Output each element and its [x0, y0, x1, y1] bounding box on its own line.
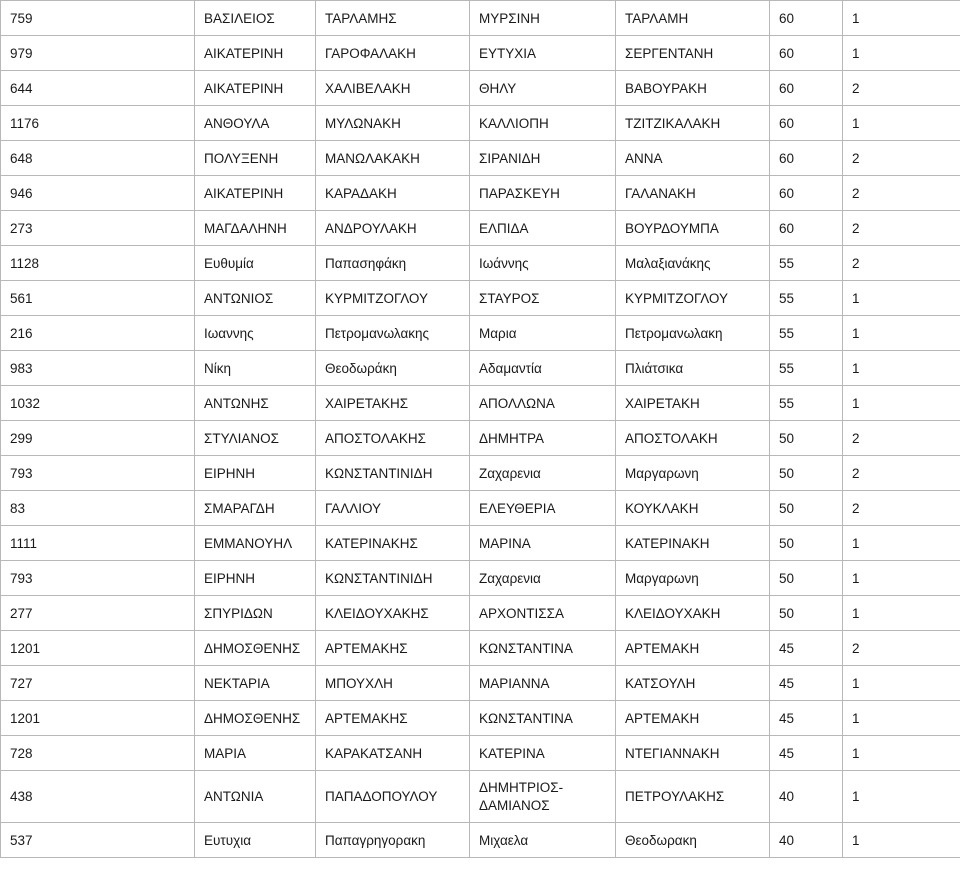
parent-name-cell: ΚΩΝΣΤΑΝΤΙΝΑ: [470, 701, 616, 736]
code-cell: 2: [843, 491, 960, 526]
parent-surname-cell: Πλιάτσικα: [616, 351, 770, 386]
parent-surname-cell: Θεοδωρακη: [616, 823, 770, 858]
last-name-cell: ΚΛΕΙΔΟΥΧΑΚΗΣ: [316, 596, 470, 631]
score-cell: 50: [770, 561, 843, 596]
score-cell: 60: [770, 1, 843, 36]
parent-name-cell: Μαρια: [470, 316, 616, 351]
code-cell: 1: [843, 701, 960, 736]
id-cell: 1201: [1, 701, 195, 736]
parent-name-cell: Ζαχαρενια: [470, 456, 616, 491]
table-row: [1, 736, 960, 771]
parent-surname-cell: ΤΑΡΛΑΜΗ: [616, 1, 770, 36]
score-cell: 50: [770, 421, 843, 456]
score-cell: 60: [770, 211, 843, 246]
id-cell: 277: [1, 596, 195, 631]
id-cell: 1111: [1, 526, 195, 561]
id-cell: 983: [1, 351, 195, 386]
parent-surname-cell: ΑΝΝΑ: [616, 141, 770, 176]
parent-surname-cell: ΠΕΤΡΟΥΛΑΚΗΣ: [616, 771, 770, 823]
parent-name-cell: ΜΥΡΣΙΝΗ: [470, 1, 616, 36]
score-cell: 45: [770, 701, 843, 736]
last-name-cell: ΑΡΤΕΜΑΚΗΣ: [316, 631, 470, 666]
score-cell: 60: [770, 106, 843, 141]
parent-surname-cell: ΑΡΤΕΜΑΚΗ: [616, 701, 770, 736]
table-row: [1, 456, 960, 491]
score-cell: 60: [770, 71, 843, 106]
code-cell: 1: [843, 561, 960, 596]
first-name-cell: ΑΝΘΟΥΛΑ: [195, 106, 316, 141]
last-name-cell: ΜΑΝΩΛΑΚΑΚΗ: [316, 141, 470, 176]
parent-name-cell: ΑΠΟΛΛΩΝΑ: [470, 386, 616, 421]
table-row: [1, 281, 960, 316]
table-row: [1, 701, 960, 736]
table-row: [1, 176, 960, 211]
last-name-cell: ΚΥΡΜΙΤΖΟΓΛΟΥ: [316, 281, 470, 316]
code-cell: 1: [843, 526, 960, 561]
code-cell: 2: [843, 211, 960, 246]
parent-surname-cell: ΣΕΡΓΕΝΤΑΝΗ: [616, 36, 770, 71]
parent-name-cell: ΜΑΡΙΑΝΝΑ: [470, 666, 616, 701]
first-name-cell: Ευθυμία: [195, 246, 316, 281]
score-cell: 50: [770, 456, 843, 491]
code-cell: 1: [843, 281, 960, 316]
last-name-cell: ΓΑΛΛΙΟΥ: [316, 491, 470, 526]
table-row: [1, 596, 960, 631]
score-cell: 40: [770, 771, 843, 823]
parent-surname-cell: Μαλαξιανάκης: [616, 246, 770, 281]
score-cell: 55: [770, 386, 843, 421]
last-name-cell: Παπαγρηγορακη: [316, 823, 470, 858]
score-cell: 50: [770, 526, 843, 561]
id-cell: 644: [1, 71, 195, 106]
table-row: [1, 71, 960, 106]
score-cell: 40: [770, 823, 843, 858]
parent-surname-cell: Μαργαρωνη: [616, 561, 770, 596]
first-name-cell: ΠΟΛΥΞΕΝΗ: [195, 141, 316, 176]
first-name-cell: ΜΑΡΙΑ: [195, 736, 316, 771]
last-name-cell: ΜΥΛΩΝΑΚΗ: [316, 106, 470, 141]
last-name-cell: ΜΠΟΥΧΛΗ: [316, 666, 470, 701]
first-name-cell: ΕΙΡΗΝΗ: [195, 456, 316, 491]
first-name-cell: ΑΙΚΑΤΕΡΙΝΗ: [195, 71, 316, 106]
score-cell: 55: [770, 281, 843, 316]
table-row: [1, 631, 960, 666]
last-name-cell: ΧΑΛΙΒΕΛΑΚΗ: [316, 71, 470, 106]
parent-surname-cell: ΓΑΛΑΝΑΚΗ: [616, 176, 770, 211]
table-row: [1, 246, 960, 281]
code-cell: 1: [843, 36, 960, 71]
id-cell: 299: [1, 421, 195, 456]
first-name-cell: ΕΜΜΑΝΟΥΗΛ: [195, 526, 316, 561]
score-cell: 50: [770, 491, 843, 526]
table-row: [1, 36, 960, 71]
id-cell: 759: [1, 1, 195, 36]
code-cell: 1: [843, 823, 960, 858]
parent-surname-cell: ΑΡΤΕΜΑΚΗ: [616, 631, 770, 666]
parent-surname-cell: ΚΑΤΣΟΥΛΗ: [616, 666, 770, 701]
code-cell: 1: [843, 351, 960, 386]
last-name-cell: ΧΑΙΡΕΤΑΚΗΣ: [316, 386, 470, 421]
code-cell: 1: [843, 106, 960, 141]
code-cell: 1: [843, 386, 960, 421]
parent-surname-cell: Μαργαρωνη: [616, 456, 770, 491]
table-row: [1, 526, 960, 561]
parent-name-cell: ΑΡΧΟΝΤΙΣΣΑ: [470, 596, 616, 631]
parent-name-cell: Αδαμαντία: [470, 351, 616, 386]
id-cell: 273: [1, 211, 195, 246]
score-cell: 50: [770, 596, 843, 631]
table-row: [1, 491, 960, 526]
last-name-cell: Θεοδωράκη: [316, 351, 470, 386]
last-name-cell: ΑΠΟΣΤΟΛΑΚΗΣ: [316, 421, 470, 456]
last-name-cell: ΓΑΡΟΦΑΛΑΚΗ: [316, 36, 470, 71]
parent-surname-cell: ΝΤΕΓΙΑΝΝΑΚΗ: [616, 736, 770, 771]
id-cell: 561: [1, 281, 195, 316]
id-cell: 1032: [1, 386, 195, 421]
id-cell: 728: [1, 736, 195, 771]
score-cell: 55: [770, 316, 843, 351]
first-name-cell: Ιωαννης: [195, 316, 316, 351]
table-row: [1, 141, 960, 176]
parent-name-cell: ΕΛΠΙΔΑ: [470, 211, 616, 246]
table-row: [1, 386, 960, 421]
first-name-cell: ΑΝΤΩΝΙΟΣ: [195, 281, 316, 316]
parent-name-cell: ΣΙΡΑΝΙΔΗ: [470, 141, 616, 176]
last-name-cell: ΚΑΡΑΚΑΤΣΑΝΗ: [316, 736, 470, 771]
table-row: [1, 316, 960, 351]
parent-surname-cell: ΚΛΕΙΔΟΥΧΑΚΗ: [616, 596, 770, 631]
first-name-cell: ΣΠΥΡΙΔΩΝ: [195, 596, 316, 631]
parent-name-cell: ΘΗΛΥ: [470, 71, 616, 106]
table-row: [1, 421, 960, 456]
parent-name-cell: Ιωάννης: [470, 246, 616, 281]
score-cell: 60: [770, 176, 843, 211]
parent-surname-cell: ΒΑΒΟΥΡΑΚΗ: [616, 71, 770, 106]
first-name-cell: ΔΗΜΟΣΘΕΝΗΣ: [195, 631, 316, 666]
id-cell: 438: [1, 771, 195, 823]
first-name-cell: ΑΙΚΑΤΕΡΙΝΗ: [195, 36, 316, 71]
last-name-cell: Πετρομανωλακης: [316, 316, 470, 351]
id-cell: 648: [1, 141, 195, 176]
last-name-cell: ΚΑΤΕΡΙΝΑΚΗΣ: [316, 526, 470, 561]
code-cell: 1: [843, 596, 960, 631]
code-cell: 2: [843, 71, 960, 106]
parent-surname-cell: Πετρομανωλακη: [616, 316, 770, 351]
table-row: [1, 211, 960, 246]
last-name-cell: ΠΑΠΑΔΟΠΟΥΛΟΥ: [316, 771, 470, 823]
last-name-cell: ΚΩΝΣΤΑΝΤΙΝΙΔΗ: [316, 561, 470, 596]
first-name-cell: ΒΑΣΙΛΕΙΟΣ: [195, 1, 316, 36]
score-cell: 60: [770, 141, 843, 176]
score-cell: 45: [770, 631, 843, 666]
score-cell: 60: [770, 36, 843, 71]
id-cell: 979: [1, 36, 195, 71]
id-cell: 946: [1, 176, 195, 211]
code-cell: 2: [843, 246, 960, 281]
score-cell: 55: [770, 351, 843, 386]
code-cell: 1: [843, 736, 960, 771]
first-name-cell: ΑΙΚΑΤΕΡΙΝΗ: [195, 176, 316, 211]
parent-name-cell: ΚΩΝΣΤΑΝΤΙΝΑ: [470, 631, 616, 666]
parent-name-cell: ΕΥΤΥΧΙΑ: [470, 36, 616, 71]
code-cell: 1: [843, 771, 960, 823]
parent-name-cell: ΜΑΡΙΝΑ: [470, 526, 616, 561]
first-name-cell: ΔΗΜΟΣΘΕΝΗΣ: [195, 701, 316, 736]
id-cell: 83: [1, 491, 195, 526]
id-cell: 537: [1, 823, 195, 858]
parent-surname-cell: ΚΟΥΚΛΑΚΗ: [616, 491, 770, 526]
score-cell: 55: [770, 246, 843, 281]
parent-surname-cell: ΒΟΥΡΔΟΥΜΠΑ: [616, 211, 770, 246]
code-cell: 2: [843, 176, 960, 211]
table-row: [1, 351, 960, 386]
parent-name-cell: ΣΤΑΥΡΟΣ: [470, 281, 616, 316]
parent-name-cell: Μιχαελα: [470, 823, 616, 858]
code-cell: 1: [843, 316, 960, 351]
code-cell: 2: [843, 141, 960, 176]
id-cell: 1201: [1, 631, 195, 666]
parent-name-cell: ΔΗΜΗΤΡΙΟΣ-ΔΑΜΙΑΝΟΣ: [470, 771, 616, 823]
first-name-cell: ΜΑΓΔΑΛΗΝΗ: [195, 211, 316, 246]
table-row: [1, 823, 960, 858]
first-name-cell: Ευτυχια: [195, 823, 316, 858]
parent-name-cell: Ζαχαρενια: [470, 561, 616, 596]
parent-surname-cell: ΑΠΟΣΤΟΛΑΚΗ: [616, 421, 770, 456]
table-row: [1, 1, 960, 36]
first-name-cell: Νίκη: [195, 351, 316, 386]
parent-name-cell: ΚΑΤΕΡΙΝΑ: [470, 736, 616, 771]
id-cell: 793: [1, 456, 195, 491]
code-cell: 1: [843, 666, 960, 701]
table-row: [1, 666, 960, 701]
first-name-cell: ΑΝΤΩΝΙΑ: [195, 771, 316, 823]
parent-name-cell: ΠΑΡΑΣΚΕΥΗ: [470, 176, 616, 211]
code-cell: 1: [843, 1, 960, 36]
parent-surname-cell: ΧΑΙΡΕΤΑΚΗ: [616, 386, 770, 421]
table-row: [1, 561, 960, 596]
first-name-cell: ΣΤΥΛΙΑΝΟΣ: [195, 421, 316, 456]
parent-surname-cell: ΚΑΤΕΡΙΝΑΚΗ: [616, 526, 770, 561]
parent-name-cell: ΔΗΜΗΤΡΑ: [470, 421, 616, 456]
parent-name-cell: ΕΛΕΥΘΕΡΙΑ: [470, 491, 616, 526]
first-name-cell: ΑΝΤΩΝΗΣ: [195, 386, 316, 421]
parent-surname-cell: ΚΥΡΜΙΤΖΟΓΛΟΥ: [616, 281, 770, 316]
first-name-cell: ΝΕΚΤΑΡΙΑ: [195, 666, 316, 701]
score-cell: 45: [770, 736, 843, 771]
table-row: [1, 106, 960, 141]
parent-surname-cell: ΤΖΙΤΖΙΚΑΛΑΚΗ: [616, 106, 770, 141]
code-cell: 2: [843, 421, 960, 456]
id-cell: 216: [1, 316, 195, 351]
id-cell: 1128: [1, 246, 195, 281]
last-name-cell: ΑΡΤΕΜΑΚΗΣ: [316, 701, 470, 736]
last-name-cell: ΚΩΝΣΤΑΝΤΙΝΙΔΗ: [316, 456, 470, 491]
first-name-cell: ΕΙΡΗΝΗ: [195, 561, 316, 596]
last-name-cell: ΑΝΔΡΟΥΛΑΚΗ: [316, 211, 470, 246]
id-cell: 793: [1, 561, 195, 596]
id-cell: 1176: [1, 106, 195, 141]
code-cell: 2: [843, 456, 960, 491]
id-cell: 727: [1, 666, 195, 701]
table-body: [1, 1, 960, 858]
last-name-cell: ΤΑΡΛΑΜΗΣ: [316, 1, 470, 36]
score-cell: 45: [770, 666, 843, 701]
parent-name-cell: ΚΑΛΛΙΟΠΗ: [470, 106, 616, 141]
table-row: [1, 771, 960, 823]
first-name-cell: ΣΜΑΡΑΓΔΗ: [195, 491, 316, 526]
code-cell: 2: [843, 631, 960, 666]
last-name-cell: Παπασηφάκη: [316, 246, 470, 281]
last-name-cell: ΚΑΡΑΔΑΚΗ: [316, 176, 470, 211]
